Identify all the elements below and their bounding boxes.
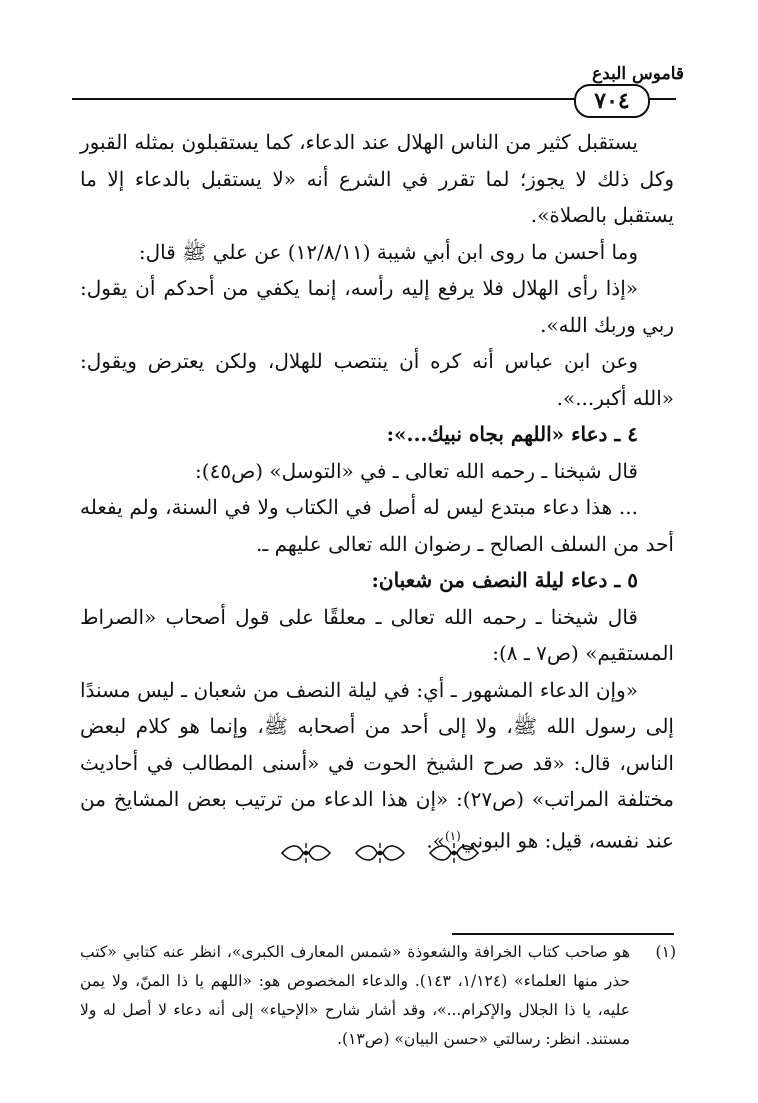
section-heading-5: ٥ ـ دعاء ليلة النصف من شعبان: xyxy=(371,568,638,592)
paragraph-2: وما أحسن ما روى ابن أبي شيبة (١٢/٨/١١) عن علي ﷺ قال: xyxy=(138,239,638,264)
running-title: قاموس البدع xyxy=(592,64,684,84)
paragraph-8 xyxy=(80,672,674,859)
floral-ornament-icon xyxy=(428,840,480,866)
paragraph-5: قال شيخنا ـ رحمه الله تعالى ـ في «التوسل» (ص٤٥): xyxy=(195,458,638,483)
floral-ornament-icon xyxy=(280,840,332,866)
paragraph-6: ... هذا دعاء مبتدع ليس له أصل في الكتاب ولا في السنة، ولم يفعله أحد من السلف الصالح ـ رضوان الله تعالى عليهم ـ. xyxy=(80,495,674,556)
paragraph-8-text: «وإن الدعاء المشهور ـ أي: في ليلة النصف من شعبان ـ ليس مسندًا إلى رسول الله ﷺ، ولا إلى أحد من أصحابه ﷺ، وإنما هو كلام لبعض الناس، قال: «قد صرح الشيخ الحوت في «أسنى المطالب في أحاديث مختلفة المراتب» (ص٢٧): «إن هذا الدعاء من ترتيب بعض المشايخ من عند نفسه، قيل: هو البوني xyxy=(80,677,675,853)
paragraph-4: وعن ابن عباس أنه كره أن ينتصب للهلال، ولكن يعترض ويقول: «الله أكبر...». xyxy=(80,349,674,410)
footnote-separator xyxy=(452,933,674,935)
paragraph-1: يستقبل كثير من الناس الهلال عند الدعاء، كما يستقبلون بمثله القبور وكل ذلك لا يجوز؛ لما تقرر في الشرع أنه «لا يستقبل بالدعاء إلا ما يستقبل بالصلاة». xyxy=(80,130,674,227)
section-divider-ornaments xyxy=(280,840,480,870)
section-heading-4: ٤ ـ دعاء «اللهم بجاه نبيك...»: xyxy=(386,422,638,446)
footnote-ref[interactable]: (١) xyxy=(444,828,461,843)
paragraph-8-end: ». xyxy=(426,828,445,853)
paragraph-7: قال شيخنا ـ رحمه الله تعالى ـ معلقًا على قول أصحاب «الصراط المستقيم» (ص٧ ـ ٨): xyxy=(80,604,674,665)
main-text xyxy=(80,124,674,859)
footnote-text: هو صاحب كتاب الخرافة والشعوذة «شمس المعارف الكبرى»، انظر عنه كتابي «كتب حذر منها العلماء» (١/١٢٤، ١٤٣). والدعاء المخصوص هو: «اللهم يا ذا المنّ، ولا يمن عليه، يا ذا الجلال والإكرام...»، وقد أشار شارح «الإحياء» إلى أنه دعاء لا أصل له ولا مستند. انظر: رسالتي «حسن البيان» (ص١٣). xyxy=(80,943,630,1048)
footnote-number: (١) xyxy=(655,943,676,961)
floral-ornament-icon xyxy=(354,840,406,866)
footnote-item xyxy=(80,938,676,1054)
page-number-badge: ٧٠٤ xyxy=(574,84,650,118)
footnotes xyxy=(80,938,676,1054)
paragraph-3: «إذا رأى الهلال فلا يرفع إليه رأسه، إنما يكفي من أحدكم أن يقول: ربي وربك الله». xyxy=(80,276,674,337)
